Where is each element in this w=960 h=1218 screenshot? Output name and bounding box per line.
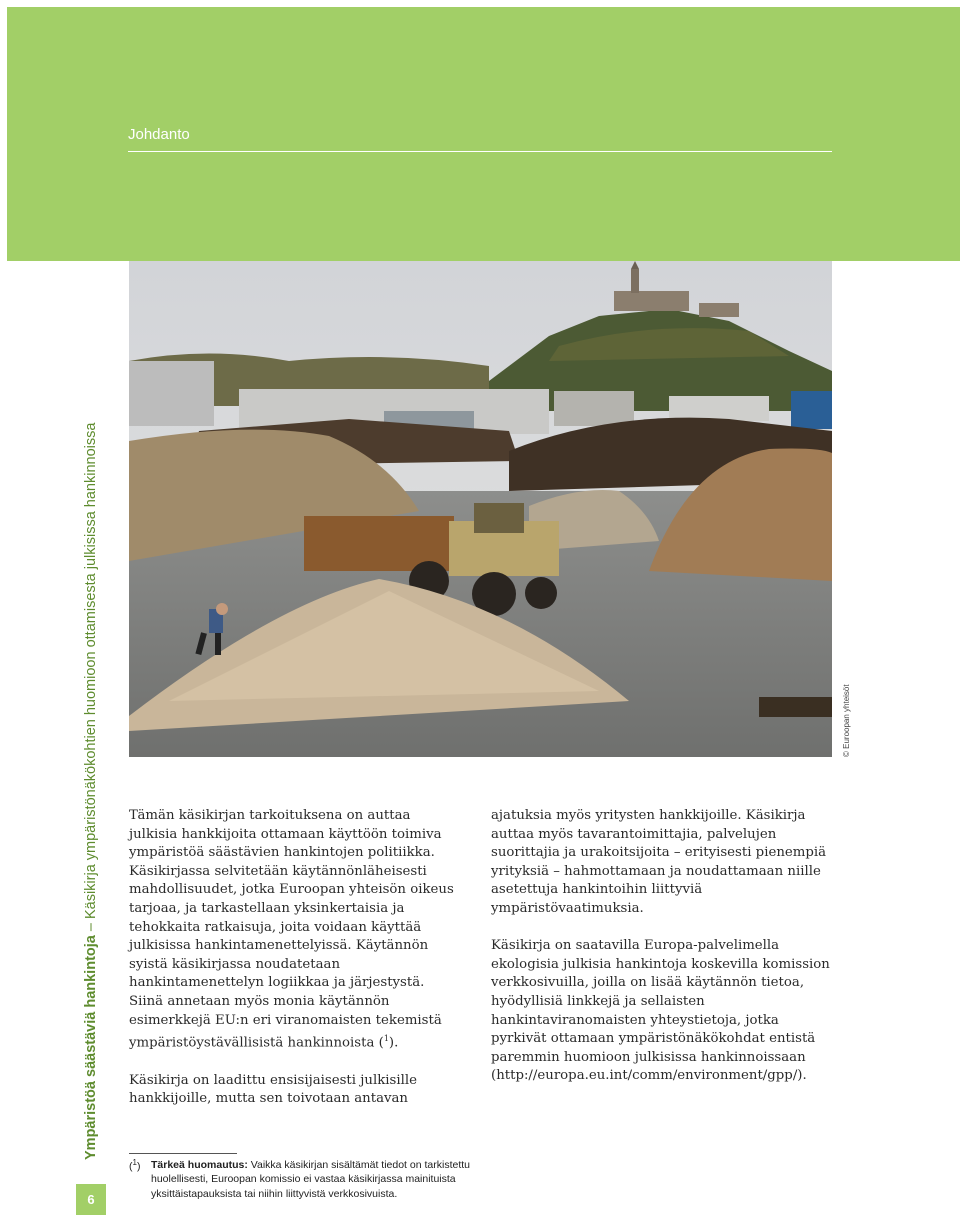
footnote-ref: 1 [383, 1034, 389, 1044]
running-title-bold: Ympäristöä säästäviä hankintoja [83, 935, 99, 1160]
body-column-left [129, 807, 459, 1128]
footnote-text: Vaikka käsikirjan sisältämät tiedot on tarkistettu huolellisesti, Euroopan komissio ei vastaa käsikirjassa mainituista yksittäistapauksista tai niihin liittyvistä verkkosivuista. [151, 1159, 471, 1200]
photo-wood-yard [129, 261, 832, 757]
footnote-mark [129, 1158, 140, 1173]
footnote-mark-num: 1 [132, 1158, 137, 1167]
footnote-label: Tärkeä huomautus: [151, 1159, 248, 1171]
body-text: Tämän käsikirjan tarkoituksena on auttaa julkisia hankkijoita ottamaan käyttöön toimiva ympäristöä säästävien hankintojen politiikka. Käsikirjassa selvitetään käytännönläheisesti mahdollisuudet, jotka Euroopan yhteisön oikeus tarjoaa, ja tarkastellaan yksinkertaisia ja tehokkaita ratkaisuja, joita voidaan käyttää julkisissa hankintamenettelyissä. Käytännön syistä käsikirjassa noudatetaan hankintamenettelyn logiikkaa ja järjestystä. Siinä annetaan myös monia käytännön esimerkkejä EU:n eri viranomaisten tekemistä ympäristöystävällisistä hankinnoista ( [129, 808, 454, 1051]
body-paragraph: Käsikirja on laadittu ensisijaisesti julkisille hankkijoille, mutta sen toivotaan antavan [129, 1072, 417, 1107]
footnote [151, 1158, 481, 1201]
page-number: 6 [76, 1184, 106, 1215]
body-paragraph: Käsikirja on saatavilla Europa-palvelimella ekologisia julkisia hankintoja koskevilla komission verkkosivuilla, joilla on lisää käytännön tietoa, hyödyllisiä linkkejä ja sellaisten hankintaviranomaisten yhteystietoja, jotka pyrkivät ottamaan ympäristönäkökohdat entistä paremmin huomioon julkisissa hankinnoissaan (http://europa.eu.int/comm/environment/gpp/). [491, 938, 830, 1084]
body-text-end: ). [388, 1035, 399, 1051]
section-rule [128, 151, 832, 152]
footnote-rule [129, 1153, 237, 1154]
running-title-rest: – Käsikirja ympäristönäkökohtien huomioon ottamisesta julkisissa hankinnoissa [83, 422, 99, 936]
footnote-mark-close: ) [136, 1160, 141, 1173]
body-paragraph [129, 807, 459, 1053]
body-column-right [491, 807, 836, 1105]
running-title [79, 380, 103, 1160]
body-paragraph: ajatuksia myös yritysten hankkijoille. Käsikirja auttaa myös tavarantoimittajia, palvelujen suorittajia ja urakoitsijoita – erityisesti pienempiä yrityksiä – hahmottamaan ja noudattamaan niille asetettuja hankintoihin liittyviä ympäristövaatimuksia. [491, 808, 827, 916]
footnote-mark-open: ( [129, 1160, 133, 1173]
photo-credit: © Euroopan yhteisöt [842, 684, 851, 757]
section-title: Johdanto [128, 126, 190, 143]
